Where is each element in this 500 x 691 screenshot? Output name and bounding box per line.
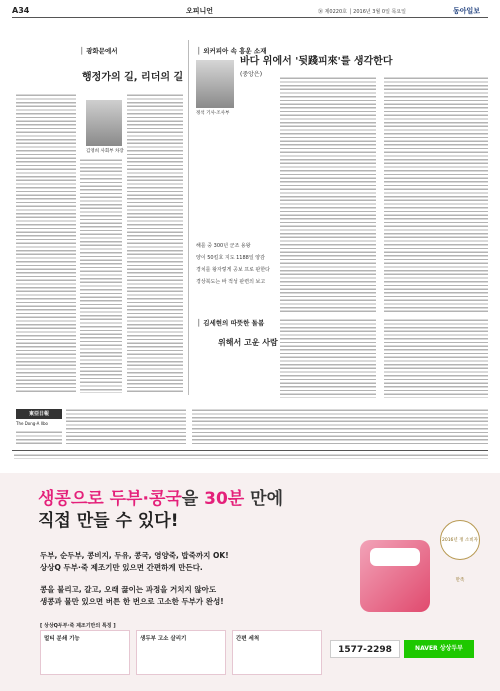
- paper-name: 동아일보: [453, 7, 481, 15]
- feature-label: 멀티 분쇄 기능: [44, 636, 80, 642]
- col1-byline: 김영희 사회부 차장: [86, 149, 124, 154]
- col2-text-c: [280, 318, 376, 398]
- col2-kicker: │ 외커피아 속 흥운 소재: [197, 47, 267, 55]
- col2-text-a: [280, 76, 376, 314]
- masthead-info-b: [192, 408, 488, 444]
- ad-sub2: 상상Q 두부·죽 제조기만 있으면 간편하게 만든다.: [40, 563, 203, 572]
- col2-byline: 정석 기사·조사부: [196, 111, 230, 116]
- col1-title: 행정가의 길, 리더의 길: [82, 72, 184, 83]
- col1-kicker: │ 광화문에서: [80, 47, 118, 55]
- feature-box-3: [232, 630, 322, 675]
- highlight-item: 해를 중 300년 군조 용왕: [196, 243, 251, 249]
- ad-sub3: 콩을 불리고, 갈고, 오래 끓이는 과정을 거치지 않아도: [40, 585, 217, 594]
- highlight-item: 양이 50킬호 지도 1188일 양감: [196, 255, 265, 261]
- masthead-logo-en: The Dong-A Ilbo: [16, 421, 48, 426]
- feature-label: 간편 세척: [236, 636, 260, 642]
- date-line: ㉚ 제0220호 │ 2016년 3월 0일 목요일: [318, 9, 406, 15]
- col1-text-c: [127, 93, 183, 393]
- header-rule: [12, 17, 488, 18]
- feature-label: 생두부 고소 살리기: [140, 636, 187, 642]
- feature-box-2: [136, 630, 226, 675]
- ad-phone[interactable]: 1577-2298: [330, 640, 400, 658]
- features-title: [ 상상Q두부·죽 제조기만의 특징 ]: [40, 623, 116, 629]
- masthead-contact: [16, 430, 62, 444]
- highlight-item: 경치를 왕자렇게 공보 프로 판한다: [196, 267, 270, 273]
- ad-headline-2: 직접 만들 수 있다!: [38, 511, 179, 531]
- col2-portrait: [196, 60, 234, 108]
- masthead-logo: 東亞日報: [16, 409, 62, 419]
- col-divider: [188, 40, 189, 395]
- col2-highlights: [196, 240, 276, 288]
- col2-subkicker: │ 김세현의 따뜻한 돌봄: [197, 319, 265, 327]
- col1-portrait: [86, 100, 122, 146]
- col1-text-a: [16, 93, 76, 393]
- highlight-item: 경상북도는 바 적성 판련의 보고: [196, 279, 266, 285]
- col2-subtitle: (중앙은): [240, 71, 263, 78]
- ad-sub1: 두부, 순두부, 콩비지, 두유, 콩국, 영양죽, 밥죽까지 OK!: [40, 551, 229, 560]
- product-lid: [370, 548, 420, 566]
- col2-text-d: [384, 318, 488, 398]
- award-badge: 2016년 정 소비자 만족: [440, 520, 480, 560]
- section-title: 오피니언: [186, 7, 214, 15]
- page-number: A34: [12, 6, 30, 15]
- footer-note: [14, 453, 488, 459]
- naver-search-button[interactable]: NAVER 상상두부: [404, 640, 474, 658]
- ad-headline: 생콩으로 두부·콩국을 30분 만에: [38, 489, 283, 509]
- masthead-rule: [12, 450, 488, 451]
- ad-sub4: 생콩과 물만 있으면 버튼 한 번으로 고소한 두부가 완성!: [40, 597, 224, 606]
- masthead-info: [66, 408, 186, 444]
- col2-title: 바다 위에서 '뒷踐피來'를 생각한다: [240, 56, 393, 67]
- feature-box-1: [40, 630, 130, 675]
- col2-subtitle-title: 위해서 고운 사람: [218, 338, 278, 347]
- col2-text-b: [384, 76, 488, 314]
- col1-text-b: [80, 158, 122, 393]
